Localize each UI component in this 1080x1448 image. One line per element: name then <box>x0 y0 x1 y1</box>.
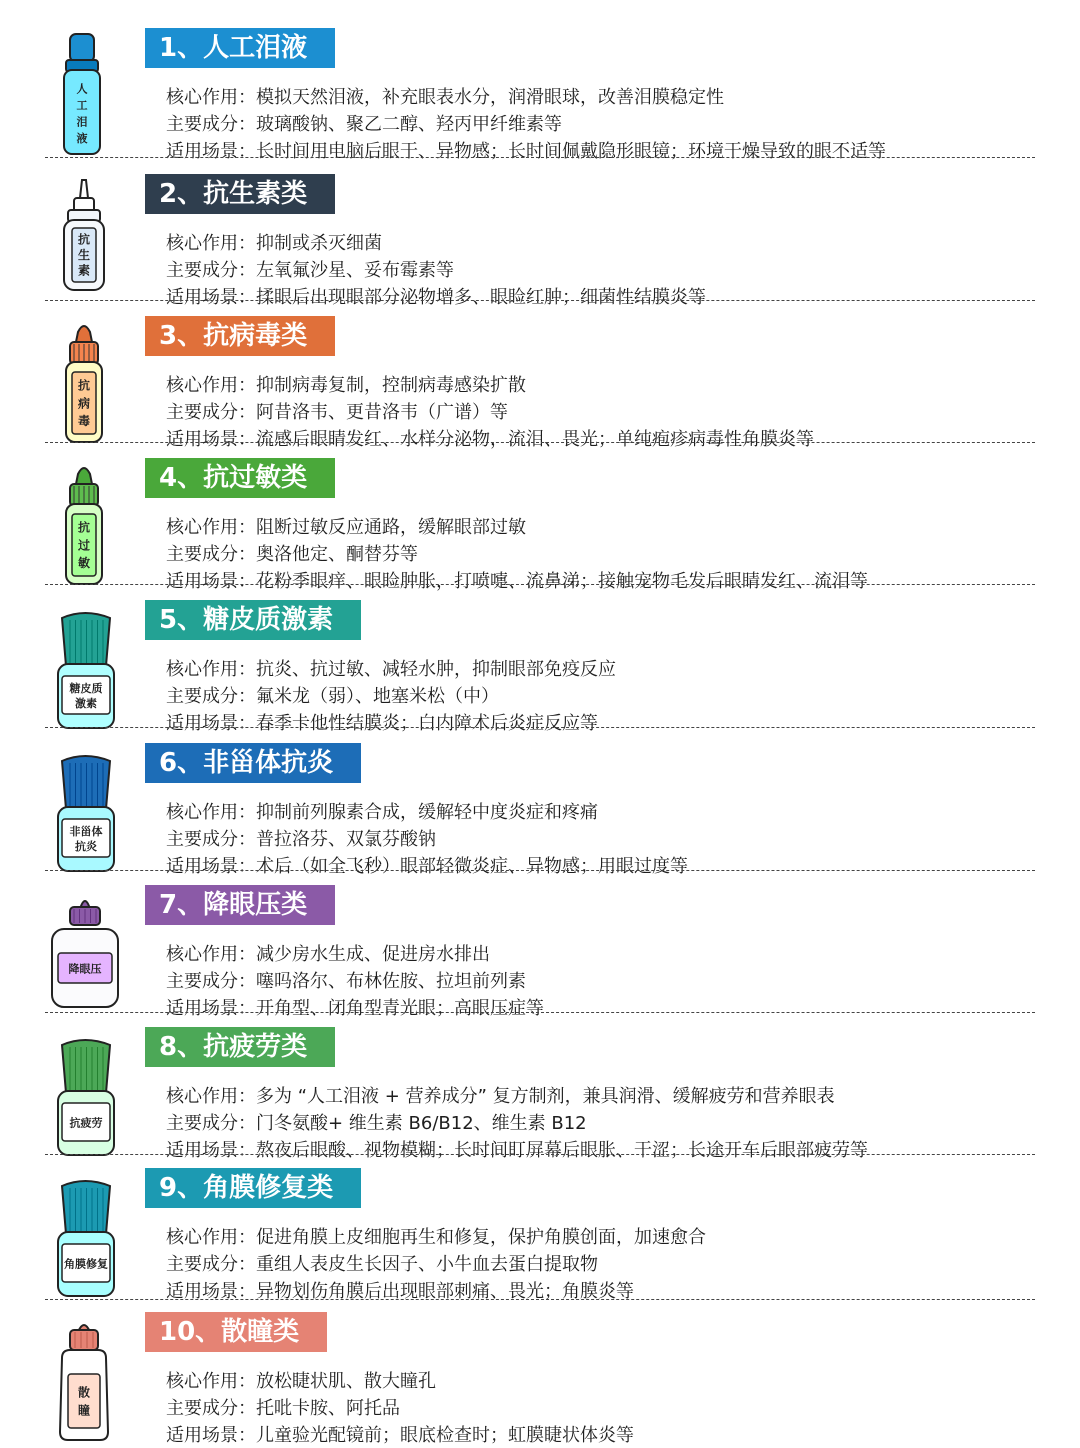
bottle-label-text: 糖皮质 <box>69 682 103 695</box>
row-label: 核心作用： <box>166 1371 256 1392</box>
bottle-label-text: 过 <box>77 538 91 553</box>
category-section <box>0 168 1080 310</box>
bottle-label-text: 抗 <box>77 232 91 247</box>
row-value: 放松睫状肌、散大瞳孔 <box>256 1371 436 1392</box>
main-ingredients-row <box>166 113 562 137</box>
row-label: 适用场景： <box>166 571 256 592</box>
core-function-row <box>166 232 382 256</box>
category-title: 8、抗疲劳类 <box>145 1027 335 1067</box>
row-label: 核心作用： <box>166 944 256 965</box>
row-value: 花粉季眼痒、眼睑肿胀，打喷嚏、流鼻涕；接触宠物毛发后眼睛发红、流泪等 <box>256 571 868 592</box>
core-function-row <box>166 801 598 825</box>
row-value: 噻吗洛尔、布林佐胺、拉坦前列素 <box>256 971 526 992</box>
category-section <box>0 1306 1080 1448</box>
bottle-label-text: 素 <box>77 263 91 278</box>
bottle-label-text: 抗炎 <box>75 840 97 853</box>
section-divider <box>45 870 1035 871</box>
bottle-label-text: 工 <box>76 98 88 112</box>
row-value: 玻璃酸钠、聚乙二醇、羟丙甲纤维素等 <box>256 114 562 135</box>
row-label: 适用场景： <box>166 998 256 1019</box>
category-title: 3、抗病毒类 <box>145 316 335 356</box>
row-value: 多为 “人工泪液 + 营养成分” 复方制剂，兼具润滑、缓解疲劳和营养眼表 <box>256 1086 835 1107</box>
row-value: 促进角膜上皮细胞再生和修复，保护角膜创面，加速愈合 <box>256 1227 706 1248</box>
row-value: 异物划伤角膜后出现眼部刺痛、畏光；角膜炎等 <box>256 1281 634 1302</box>
row-value: 氟米龙（弱）、地塞米松（中） <box>256 686 499 707</box>
row-value: 长时间用电脑后眼干、异物感；长时间佩戴隐形眼镜；环境干燥导致的眼不适等 <box>256 141 886 162</box>
bottle-label-text: 抗 <box>77 378 91 393</box>
category-title: 7、降眼压类 <box>145 885 335 925</box>
main-ingredients-row <box>166 828 436 852</box>
row-value: 左氧氟沙星、妥布霉素等 <box>256 260 454 281</box>
row-value: 托吡卡胺、阿托品 <box>256 1398 400 1419</box>
eye-drop-bottle-illustration <box>40 745 130 875</box>
row-value: 阿昔洛韦、更昔洛韦（广谱）等 <box>256 402 508 423</box>
eye-drop-bottle-illustration <box>40 1029 130 1159</box>
core-function-row <box>166 943 490 967</box>
row-value: 奥洛他定、酮替芬等 <box>256 544 418 565</box>
eye-drop-bottle-illustration <box>40 30 130 160</box>
category-title: 9、角膜修复类 <box>145 1168 361 1208</box>
category-section <box>0 594 1080 736</box>
row-label: 核心作用： <box>166 659 256 680</box>
core-function-row <box>166 86 724 110</box>
row-label: 适用场景： <box>166 429 256 450</box>
category-section <box>0 310 1080 452</box>
row-label: 适用场景： <box>166 1425 256 1446</box>
row-label: 主要成分： <box>166 829 256 850</box>
main-ingredients-row <box>166 259 454 283</box>
bottle-label-text: 激素 <box>75 697 97 710</box>
main-ingredients-row <box>166 1112 587 1136</box>
category-section <box>0 1162 1080 1304</box>
bottle-label-text: 降眼压 <box>68 962 102 976</box>
section-divider <box>45 727 1035 728</box>
bottle-label-text: 生 <box>77 247 91 262</box>
usage-scenario-row <box>166 1139 868 1163</box>
row-label: 核心作用： <box>166 802 256 823</box>
core-function-row <box>166 1085 835 1109</box>
core-function-row <box>166 658 616 682</box>
eye-drop-bottle-illustration <box>40 460 130 590</box>
row-value: 流感后眼睛发红、水样分泌物，流泪、畏光；单纯疱疹病毒性角膜炎等 <box>256 429 814 450</box>
bottle-label-text: 病 <box>77 396 91 411</box>
row-label: 主要成分： <box>166 402 256 423</box>
row-value: 抗炎、抗过敏、减轻水肿，抑制眼部免疫反应 <box>256 659 616 680</box>
row-value: 门冬氨酸+ 维生素 B6/B12、维生素 B12 <box>256 1113 587 1134</box>
row-label: 核心作用： <box>166 87 256 108</box>
main-ingredients-row <box>166 543 418 567</box>
row-value: 儿童验光配镜前；眼底检查时；虹膜睫状体炎等 <box>256 1425 634 1446</box>
main-ingredients-row <box>166 685 499 709</box>
category-section <box>0 452 1080 594</box>
row-value: 阻断过敏反应通路，缓解眼部过敏 <box>256 517 526 538</box>
row-label: 主要成分： <box>166 686 256 707</box>
section-divider <box>45 1012 1035 1013</box>
section-divider <box>45 300 1035 301</box>
category-title: 5、糖皮质激素 <box>145 600 361 640</box>
usage-scenario-row <box>166 570 868 594</box>
row-label: 适用场景： <box>166 856 256 877</box>
bottle-label-text: 泪 <box>76 115 88 129</box>
main-ingredients-row <box>166 401 508 425</box>
bottle-label-text: 敏 <box>77 556 91 571</box>
category-section <box>0 22 1080 164</box>
main-ingredients-row <box>166 1253 598 1277</box>
eye-drop-bottle-illustration <box>40 887 130 1017</box>
core-function-row <box>166 1370 436 1394</box>
usage-scenario-row <box>166 140 886 164</box>
row-value: 揉眼后出现眼部分泌物增多、眼睑红肿；细菌性结膜炎等 <box>256 287 706 308</box>
row-label: 适用场景： <box>166 141 256 162</box>
section-divider <box>45 442 1035 443</box>
bottle-label-text: 非甾体 <box>69 825 103 838</box>
usage-scenario-row <box>166 997 544 1021</box>
row-label: 核心作用： <box>166 233 256 254</box>
bottle-label-text: 人 <box>76 82 88 96</box>
row-value: 术后（如全飞秒）眼部轻微炎症、异物感；用眼过度等 <box>256 856 688 877</box>
row-label: 核心作用： <box>166 517 256 538</box>
row-label: 核心作用： <box>166 1227 256 1248</box>
bottle-label-text: 抗疲劳 <box>69 1116 103 1130</box>
usage-scenario-row <box>166 286 706 310</box>
row-label: 适用场景： <box>166 1281 256 1302</box>
usage-scenario-row <box>166 712 598 736</box>
eye-drop-bottle-illustration <box>40 1314 130 1444</box>
row-value: 熬夜后眼酸、视物模糊；长时间盯屏幕后眼胀、干涩；长途开车后眼部疲劳等 <box>256 1140 868 1161</box>
row-value: 重组人表皮生长因子、小牛血去蛋白提取物 <box>256 1254 598 1275</box>
bottle-label-text: 毒 <box>77 414 91 429</box>
row-label: 核心作用： <box>166 1086 256 1107</box>
row-label: 适用场景： <box>166 287 256 308</box>
row-value: 抑制病毒复制，控制病毒感染扩散 <box>256 375 526 396</box>
usage-scenario-row <box>166 1280 634 1304</box>
eye-drop-bottle-illustration <box>40 318 130 448</box>
section-divider <box>45 157 1035 158</box>
usage-scenario-row <box>166 428 814 452</box>
row-label: 主要成分： <box>166 260 256 281</box>
category-section <box>0 1021 1080 1163</box>
bottle-label-text: 抗 <box>77 520 91 535</box>
row-value: 开角型、闭角型青光眼；高眼压症等 <box>256 998 544 1019</box>
bottle-label-text: 液 <box>76 131 88 145</box>
usage-scenario-row <box>166 855 688 879</box>
eye-drop-bottle-illustration <box>40 1170 130 1300</box>
row-value: 春季卡他性结膜炎；白内障术后炎症反应等 <box>256 713 598 734</box>
row-value: 模拟天然泪液，补充眼表水分，润滑眼球，改善泪膜稳定性 <box>256 87 724 108</box>
bottle-label-text: 散 <box>77 1385 91 1400</box>
row-label: 主要成分： <box>166 1254 256 1275</box>
category-title: 1、人工泪液 <box>145 28 335 68</box>
row-label: 适用场景： <box>166 1140 256 1161</box>
row-label: 主要成分： <box>166 1398 256 1419</box>
section-divider <box>45 584 1035 585</box>
row-value: 抑制前列腺素合成，缓解轻中度炎症和疼痛 <box>256 802 598 823</box>
section-divider <box>45 1299 1035 1300</box>
core-function-row <box>166 1226 706 1250</box>
core-function-row <box>166 374 526 398</box>
usage-scenario-row <box>166 1424 634 1448</box>
core-function-row <box>166 516 526 540</box>
row-label: 核心作用： <box>166 375 256 396</box>
eye-drop-bottle-illustration <box>40 176 130 306</box>
row-label: 主要成分： <box>166 114 256 135</box>
main-ingredients-row <box>166 970 526 994</box>
category-title: 2、抗生素类 <box>145 174 335 214</box>
eye-drop-bottle-illustration <box>40 602 130 732</box>
row-value: 减少房水生成、促进房水排出 <box>256 944 490 965</box>
section-divider <box>45 1154 1035 1155</box>
category-section <box>0 737 1080 879</box>
row-label: 主要成分： <box>166 971 256 992</box>
category-title: 6、非甾体抗炎 <box>145 743 361 783</box>
category-section <box>0 879 1080 1021</box>
main-ingredients-row <box>166 1397 400 1421</box>
category-title: 10、散瞳类 <box>145 1312 327 1352</box>
bottle-label-text: 瞳 <box>77 1403 91 1418</box>
row-label: 主要成分： <box>166 544 256 565</box>
category-title: 4、抗过敏类 <box>145 458 335 498</box>
row-label: 适用场景： <box>166 713 256 734</box>
row-value: 抑制或杀灭细菌 <box>256 233 382 254</box>
row-label: 主要成分： <box>166 1113 256 1134</box>
row-value: 普拉洛芬、双氯芬酸钠 <box>256 829 436 850</box>
bottle-label-text: 角膜修复 <box>64 1257 108 1271</box>
